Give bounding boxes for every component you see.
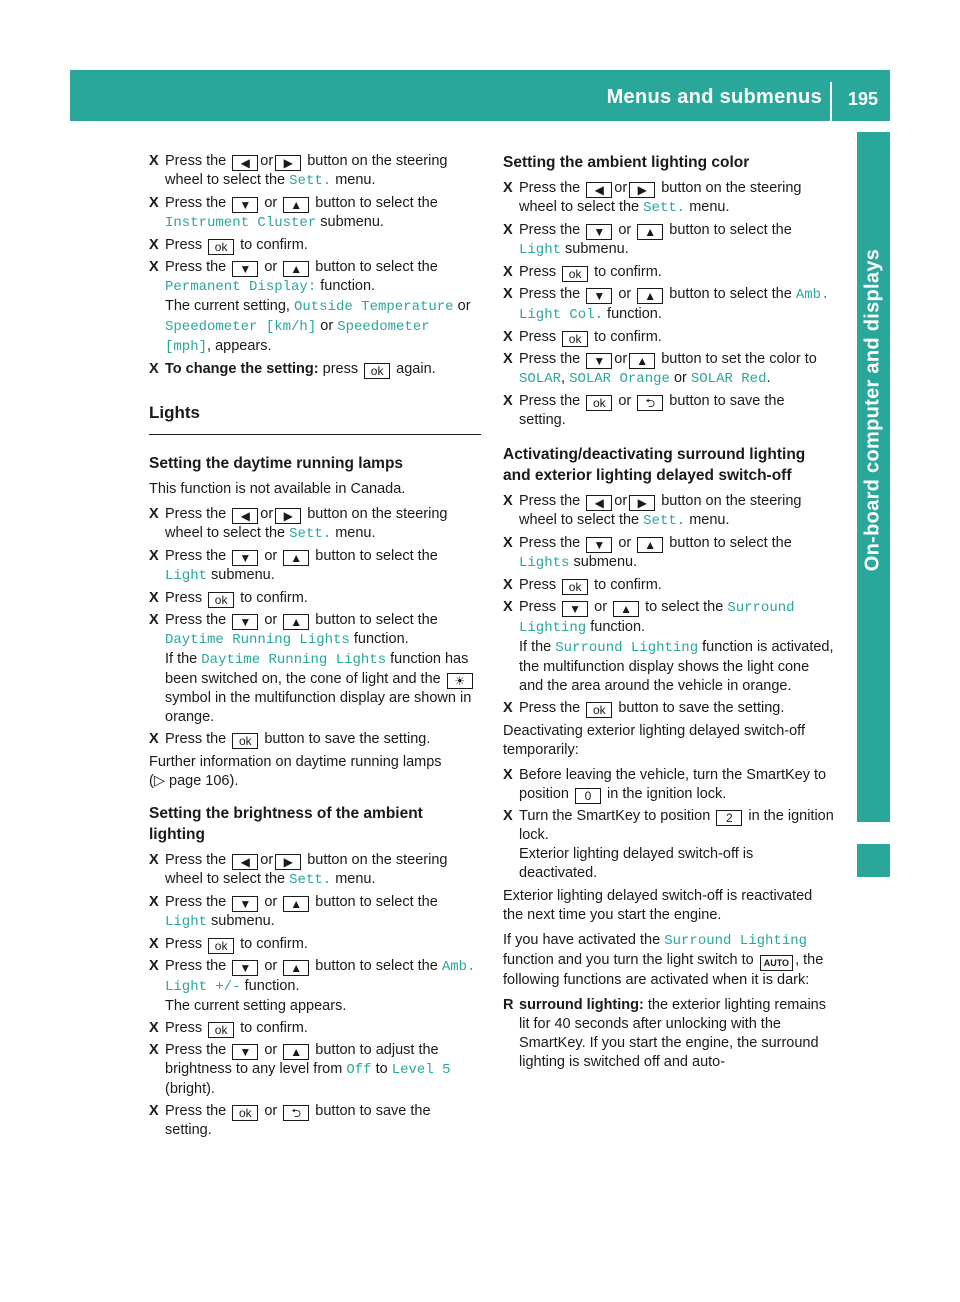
step: X Press the ok or ⮌ button to save the setting. — [149, 1102, 481, 1140]
ok-key-icon: ok — [364, 363, 390, 379]
page-header — [70, 70, 890, 121]
side-tab-label: On-board computer and displays — [861, 248, 884, 572]
bullet-item: R surround lighting: the exterior lighting remains lit for 40 seconds after unlocking with the SmartKey. If you start the engine, the surround lighting is switched off and auto- — [503, 996, 835, 1072]
step: X Press the ◀ or ▶ button on the steering wheel to select the Sett. menu. — [503, 179, 835, 218]
step: X Press ok to confirm. — [149, 589, 481, 608]
up-arrow-key-icon: ▲ — [613, 601, 639, 617]
subheading-color: Setting the ambient lighting color — [503, 154, 750, 171]
up-arrow-key-icon: ▲ — [283, 197, 309, 213]
ok-key-icon: ok — [586, 702, 612, 718]
side-tab-marker — [857, 844, 890, 877]
step: X Press the ok button to save the setting. — [149, 730, 481, 749]
up-arrow-key-icon: ▲ — [283, 1044, 309, 1060]
ok-key-icon: ok — [562, 579, 588, 595]
ok-key-icon: ok — [208, 938, 234, 954]
subheading-daytime: Setting the daytime running lamps — [149, 455, 404, 472]
ok-key-icon: ok — [208, 592, 234, 608]
step: X Press ok to confirm. — [149, 935, 481, 954]
ok-key-icon: ok — [586, 395, 612, 411]
ok-key-icon: ok — [232, 733, 258, 749]
step: X Press the ◀ or ▶ button on the steering wheel to select the Sett. menu. — [149, 851, 481, 890]
step: X Turn the SmartKey to position 2 in the ignition lock. Exterior lighting delayed switch-off is deactivated. — [503, 807, 835, 883]
up-arrow-key-icon: ▲ — [283, 261, 309, 277]
up-arrow-key-icon: ▲ — [637, 537, 663, 553]
down-arrow-key-icon: ▼ — [232, 896, 258, 912]
deactivate-intro: Deactivating exterior lighting delayed switch-off temporarily: — [503, 723, 805, 758]
note: This function is not available in Canada. — [149, 481, 406, 497]
up-arrow-key-icon: ▲ — [283, 896, 309, 912]
auto-light-icon: AUTO — [760, 955, 793, 971]
page-reference: (▷ page 106). — [149, 773, 239, 789]
step: X Press the ▼ or ▲ button to select the Light submenu. — [149, 547, 481, 586]
subheading-brightness: Setting the brightness of the ambient lighting — [149, 805, 423, 843]
step: X Press the ok button to save the setting. — [503, 699, 835, 718]
header-title: Menus and submenus — [606, 86, 822, 108]
activated-note: If you have activated the Surround Lighting function and you turn the light switch to AUTO , the following functions are activated when it is dark: — [503, 932, 824, 988]
up-arrow-key-icon: ▲ — [283, 550, 309, 566]
up-arrow-key-icon: ▲ — [283, 614, 309, 630]
down-arrow-key-icon: ▼ — [562, 601, 588, 617]
menu-name: Sett. — [289, 173, 332, 189]
step: X Press the ▼ or ▲ button to select the Amb. Light +/- function. The current setting appears. — [149, 957, 481, 1016]
step: X Press the ▼ or ▲ button to adjust the brightness to any level from Off to Level 5 (bright). — [149, 1041, 481, 1099]
right-arrow-key-icon: ▶ — [275, 508, 301, 524]
ignition-position-0-icon: 0 — [575, 788, 601, 804]
step: X Press ▼ or ▲ to select the Surround Lighting function. If the Surround Lighting function is activated, the multifunction display shows the light cone and the area around the vehicle in orange. — [503, 598, 835, 696]
right-arrow-key-icon: ▶ — [629, 182, 655, 198]
down-arrow-key-icon: ▼ — [232, 960, 258, 976]
step: X To change the setting: press ok again. — [149, 360, 481, 379]
step: X Press the ▼ or ▲ button to select the Amb. Light Col. function. — [503, 285, 835, 325]
back-key-icon: ⮌ — [637, 395, 663, 411]
header-separator — [830, 82, 832, 121]
left-arrow-key-icon: ◀ — [586, 495, 612, 511]
light-symbol-icon: ☀ — [447, 673, 473, 689]
down-arrow-key-icon: ▼ — [586, 537, 612, 553]
step: X Before leaving the vehicle, turn the SmartKey to position 0 in the ignition lock. — [503, 766, 835, 804]
down-arrow-key-icon: ▼ — [586, 288, 612, 304]
step: X Press the ▼ or ▲ button to select the Light submenu. — [149, 893, 481, 932]
step: X Press the ◀ or ▶ button on the steering wheel to select the Sett. menu. — [503, 492, 835, 531]
left-arrow-key-icon: ◀ — [232, 508, 258, 524]
step: X Press the ▼ or ▲ button to select the Instrument Cluster submenu. — [149, 194, 481, 233]
section-heading-lights: Lights — [149, 403, 481, 435]
left-arrow-key-icon: ◀ — [232, 854, 258, 870]
further-info: Further information on daytime running lamps (▷ page 106). — [149, 754, 442, 789]
ok-key-icon: ok — [562, 331, 588, 347]
step: X Press ok to confirm. — [149, 236, 481, 255]
right-arrow-key-icon: ▶ — [275, 155, 301, 171]
step: X Press the ▼ or ▲ button to select the Permanent Display: function. The current setting, Outside Temperature or Speedometer [km/h] or Speedometer [mph], appears. — [149, 258, 481, 357]
left-arrow-key-icon: ◀ — [586, 182, 612, 198]
step: X Press the ▼ or ▲ button to select the Lights submenu. — [503, 534, 835, 573]
down-arrow-key-icon: ▼ — [586, 224, 612, 240]
down-arrow-key-icon: ▼ — [232, 614, 258, 630]
step: X Press the ok or ⮌ button to save the setting. — [503, 392, 835, 430]
up-arrow-key-icon: ▲ — [637, 224, 663, 240]
step: X Press ok to confirm. — [503, 263, 835, 282]
right-column — [503, 152, 835, 1075]
step: X Press the ▼ or ▲ button to select the Daytime Running Lights function. If the Daytime Running Lights function has been switched on, the cone of light and the ☀ symbol in the multifunction display are shown in orange. — [149, 611, 481, 727]
ok-key-icon: ok — [562, 266, 588, 282]
ok-key-icon: ok — [208, 239, 234, 255]
menu-name: Instrument Cluster — [165, 215, 317, 231]
down-arrow-key-icon: ▼ — [232, 550, 258, 566]
up-arrow-key-icon: ▲ — [637, 288, 663, 304]
ignition-position-2-icon: 2 — [716, 810, 742, 826]
up-arrow-key-icon: ▲ — [283, 960, 309, 976]
left-column — [149, 152, 481, 1143]
down-arrow-key-icon: ▼ — [232, 261, 258, 277]
step: X Press the ▼ or ▲ button to set the color to SOLAR, SOLAR Orange or SOLAR Red. — [503, 350, 835, 389]
down-arrow-key-icon: ▼ — [232, 1044, 258, 1060]
ok-key-icon: ok — [232, 1105, 258, 1121]
reactivate-note: Exterior lighting delayed switch-off is reactivated the next time you start the engine. — [503, 888, 813, 923]
back-key-icon: ⮌ — [283, 1105, 309, 1121]
left-arrow-key-icon: ◀ — [232, 155, 258, 171]
ok-key-icon: ok — [208, 1022, 234, 1038]
down-arrow-key-icon: ▼ — [232, 197, 258, 213]
menu-name: Permanent Display: — [165, 279, 317, 295]
down-arrow-key-icon: ▼ — [586, 353, 612, 369]
step: X Press the ▼ or ▲ button to select the Light submenu. — [503, 221, 835, 260]
step: X Press the ◀ or ▶ button on the steering wheel to select the Sett. menu. — [149, 152, 481, 191]
step: X Press the ◀ or ▶ button on the steering wheel to select the Sett. menu. — [149, 505, 481, 544]
step: X Press ok to confirm. — [503, 576, 835, 595]
right-arrow-key-icon: ▶ — [629, 495, 655, 511]
step: X Press ok to confirm. — [149, 1019, 481, 1038]
up-arrow-key-icon: ▲ — [629, 353, 655, 369]
step: X Press ok to confirm. — [503, 328, 835, 347]
subheading-surround: Activating/deactivating surround lighting and exterior lighting delayed switch-off — [503, 446, 806, 484]
right-arrow-key-icon: ▶ — [275, 854, 301, 870]
page-number: 195 — [847, 89, 878, 109]
